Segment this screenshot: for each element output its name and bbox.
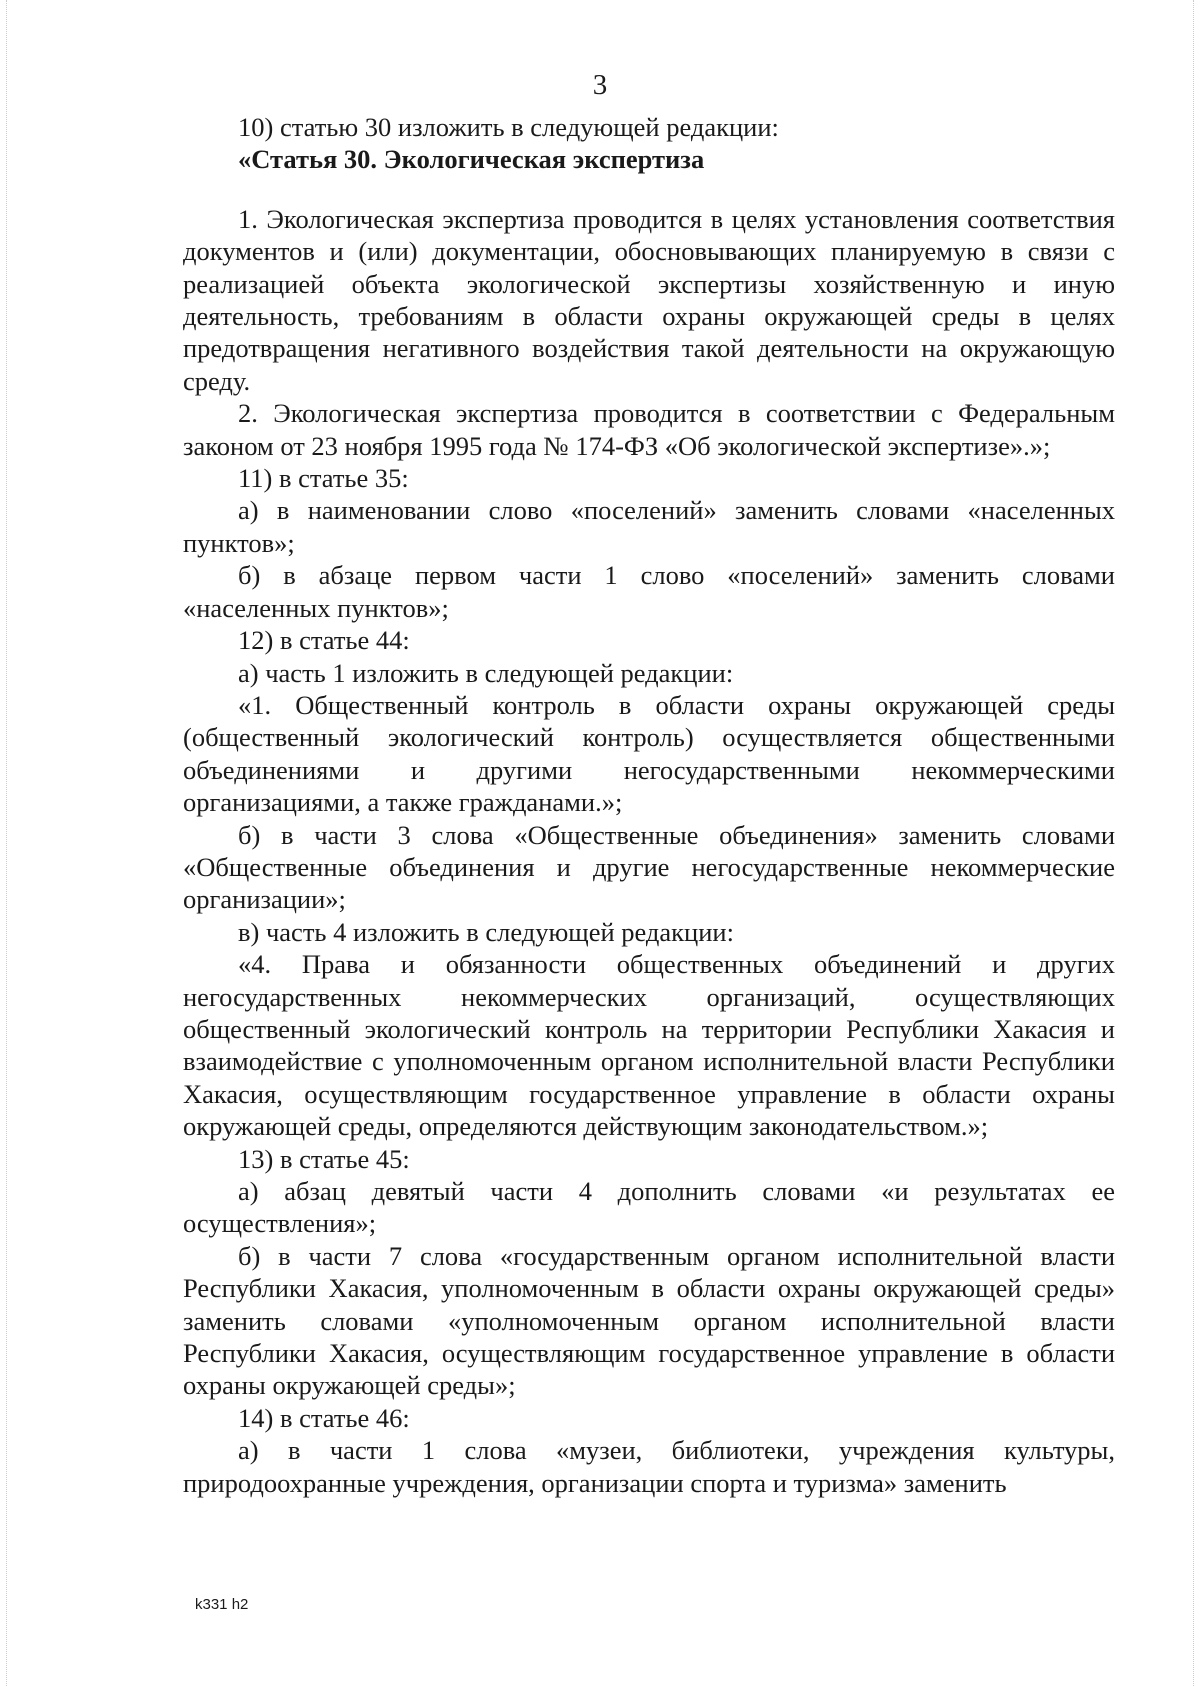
paragraph: 14) в статье 46: [238,1402,410,1433]
spacer [183,176,1115,203]
document-body [183,111,1115,1499]
paragraph: 11) в статье 35: [238,463,409,494]
paragraph: а) в части 1 слова «музеи, библиотеки, учреждения культуры, природоохранные учреждения, организации спорта и туризма» заменить [183,1435,1115,1498]
scan-edge-left [0,0,7,1686]
paragraph: б) в части 7 слова «государственным органом исполнительной власти Республики Хакасия, уполномоченным в области охраны окружающей среды» заменить словами «уполномоченным органом исполнительной власти Республики Хакасия, осуществляющим государственное управление в области охраны окружающей среды»; [183,1240,1115,1401]
page-number: 3 [592,69,608,101]
paragraph: 13) в статье 45: [238,1143,410,1174]
paragraph: б) в абзаце первом части 1 слово «поселений» заменить словами «населенных пунктов»; [183,560,1115,623]
paragraph: а) абзац девятый части 4 дополнить словами «и результатах ее осуществления»; [183,1176,1115,1239]
paragraph: в) часть 4 изложить в следующей редакции: [238,916,734,947]
paragraph: 12) в статье 44: [238,625,410,656]
paragraph: «1. Общественный контроль в области охраны окружающей среды (общественный экологический контроль) осуществляется общественными объединениями и другими негосударственными некоммерческими организациями, а также гражданами.»; [183,689,1115,818]
paragraph: 2. Экологическая экспертиза проводится в соответствии с Федеральным законом от 23 ноября 1995 года № 174-ФЗ «Об экологической экспертизе».»; [183,398,1115,461]
paragraph: «4. Права и обязанности общественных объединений и других негосударственных некоммерческих организаций, осуществляющих общественный экологический контроль на территории Республики Хакасия и взаимодействие с уполномоченным органом исполнительной власти Республики Хакасия, осуществляющим государственное управление в области охраны окружающей среды, определяются действующим законодательством.»; [183,949,1115,1142]
amendment-intro: 10) статью 30 изложить в следующей редакции: [238,112,779,142]
footer-code: k331 h2 [195,1596,249,1613]
scan-edge-right [1193,0,1200,1686]
paragraph: а) в наименовании слово «поселений» заменить словами «населенных пунктов»; [183,495,1115,558]
paragraph: 1. Экологическая экспертиза проводится в целях установления соответствия документов и (или) документации, обосновывающих планируемую в связи с реализацией объекта экологической экспертизы хозяйственную и иную деятельность, требованиям в области охраны окружающей среды в целях предотвращения негативного воздействия такой деятельности на окружающую среду. [183,203,1115,396]
article-heading: «Статья 30. Экологическая экспертиза [238,144,705,175]
paragraph: б) в части 3 слова «Общественные объединения» заменить словами «Общественные объединения и другие негосударственные некоммерческие организации»; [183,819,1115,915]
paragraph: а) часть 1 изложить в следующей редакции: [238,657,734,688]
